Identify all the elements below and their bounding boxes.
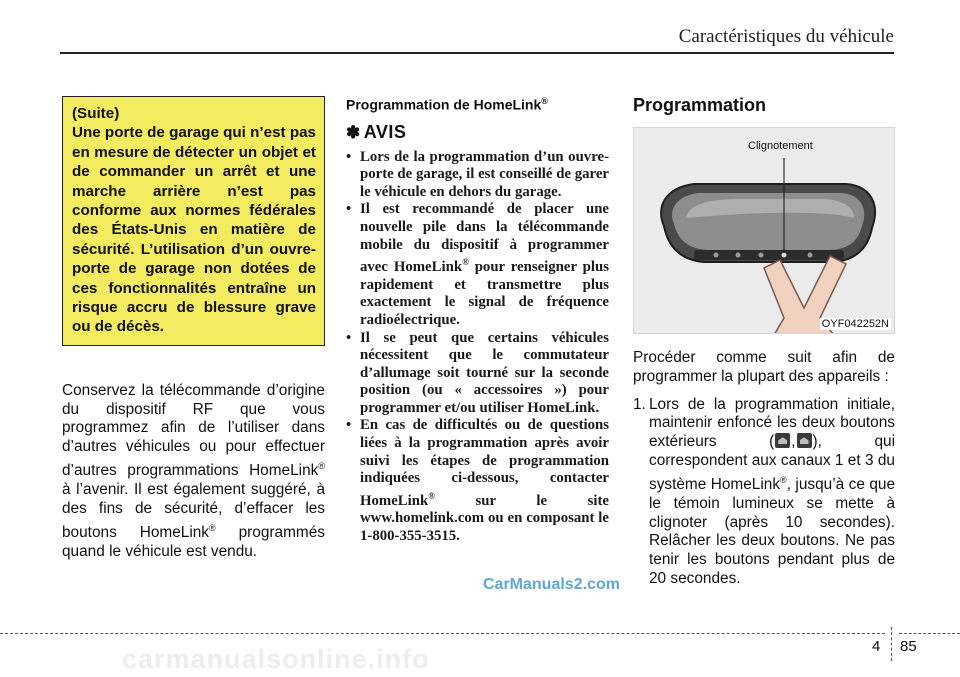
page-number: 85 — [900, 638, 917, 655]
list-item — [346, 201, 609, 329]
column-left — [62, 96, 325, 561]
paragraph-text: Conservez la télécommande d’origine du dispositif RF que vous programmez afin de l’utiliser dans d’autres véhicules ou pour effectuer d’autres programmations HomeLink — [62, 381, 325, 480]
warning-box-title: (Suite) — [72, 105, 120, 122]
avis-title: AVIS — [363, 121, 407, 142]
note-text: Il est recommandé de placer une nouvelle pile dans la télécommande mobile du dispositif à programmer avec HomeLink — [360, 201, 609, 276]
column-right — [633, 96, 895, 589]
footer-divider — [891, 627, 892, 661]
homelink-button-icon — [797, 433, 812, 448]
programmation-heading: Programmation — [633, 95, 767, 115]
figure-code: OYF042252N — [821, 318, 889, 330]
homelink-button-icon — [775, 433, 790, 448]
list-item — [346, 149, 609, 202]
registered-mark: ® — [462, 257, 469, 268]
registered-mark: ® — [209, 522, 216, 533]
step-text: Lors de la programmation initiale, maintenir enfoncé les deux boutons extérieurs ( — [649, 395, 895, 451]
footer-rule — [899, 633, 960, 634]
programming-homelink-heading — [346, 96, 609, 113]
programming-steps — [633, 396, 895, 589]
registered-mark: ® — [541, 96, 548, 106]
list-item — [346, 330, 609, 418]
list-item — [633, 396, 895, 589]
chapter-number: 4 — [872, 638, 881, 655]
registered-mark: ® — [318, 461, 325, 472]
list-item — [346, 417, 609, 545]
warning-box-text: Une porte de garage qui n’est pas en mesure de détecter un objet et de commander un arrêt et une marche arrière n’est pas conforme aux normes fédérales des États-Unis en matière de sécurité. L’utilisation d’un ouvre-porte de garage non dotées de ces fonctionnalités entraîne un risque accru de blessure grave ou de décès. — [72, 124, 316, 336]
registered-mark: ® — [780, 474, 787, 485]
step-number: 1. — [633, 395, 646, 413]
footer-rule — [0, 633, 885, 634]
registered-mark: ® — [428, 490, 435, 501]
note-text: Il se peut que certains véhicules nécessitent que le commutateur d’allumage soit tourné sur la seconde position (ou « accessoires ») pour programmer et/ou utiliser HomeLink. — [360, 329, 609, 416]
page-header-title: Caractéristiques du véhicule — [678, 26, 894, 47]
rearview-mirror-illustration — [634, 128, 895, 334]
figure-label: Clignotement — [748, 140, 813, 152]
programmation-intro: Procéder comme suit afin de programmer la plupart des appareils : — [633, 349, 895, 385]
header-rule — [60, 52, 894, 54]
note-text: Lors de la programmation d’un ouvre-porte de garage, il est conseillé de garer le véhicule en dehors du garage. — [360, 148, 609, 200]
step-text: ), qui correspondent aux canaux 1 et 3 du système HomeLink — [649, 433, 895, 493]
note-text: En cas de difficultés ou de questions liées à la programmation après avoir suivi les étapes de programmation indiquées ci-dessous, contacter HomeLink — [360, 417, 609, 509]
avis-heading — [346, 122, 609, 143]
asterisk-icon: ✽ — [346, 122, 361, 142]
note-text: sur le site www.homelink.com ou en composant le 1-800-355-3515. — [360, 492, 609, 544]
watermark-link[interactable]: CarManuals2.com — [483, 576, 620, 593]
warning-box — [62, 96, 325, 346]
avis-notes-list — [346, 149, 609, 546]
step-text: , jusqu’à ce que le témoin lumineux se mette à clignoter (après 10 secondes). Relâcher les deux boutons. Ne pas tenir les boutons pendant plus de 20 secondes. — [649, 475, 896, 587]
bottom-watermark-banner: carmanualsonline.info — [122, 644, 430, 674]
step-text: , — [791, 433, 796, 451]
paragraph-text: programmés quand le véhicule est vendu. — [62, 523, 325, 560]
paragraph-text: à l’avenir. Il est également suggéré, à des fins de sécurité, d’effacer les boutons HomeLink — [62, 480, 325, 541]
retain-remote-paragraph — [62, 382, 325, 561]
heading-text: Programmation de HomeLink — [346, 96, 542, 113]
note-text: pour renseigner plus rapidement et transmettre plus exactement le signal de fréquence radioélectrique. — [360, 259, 609, 328]
column-middle — [346, 96, 609, 546]
mirror-figure — [633, 127, 895, 334]
